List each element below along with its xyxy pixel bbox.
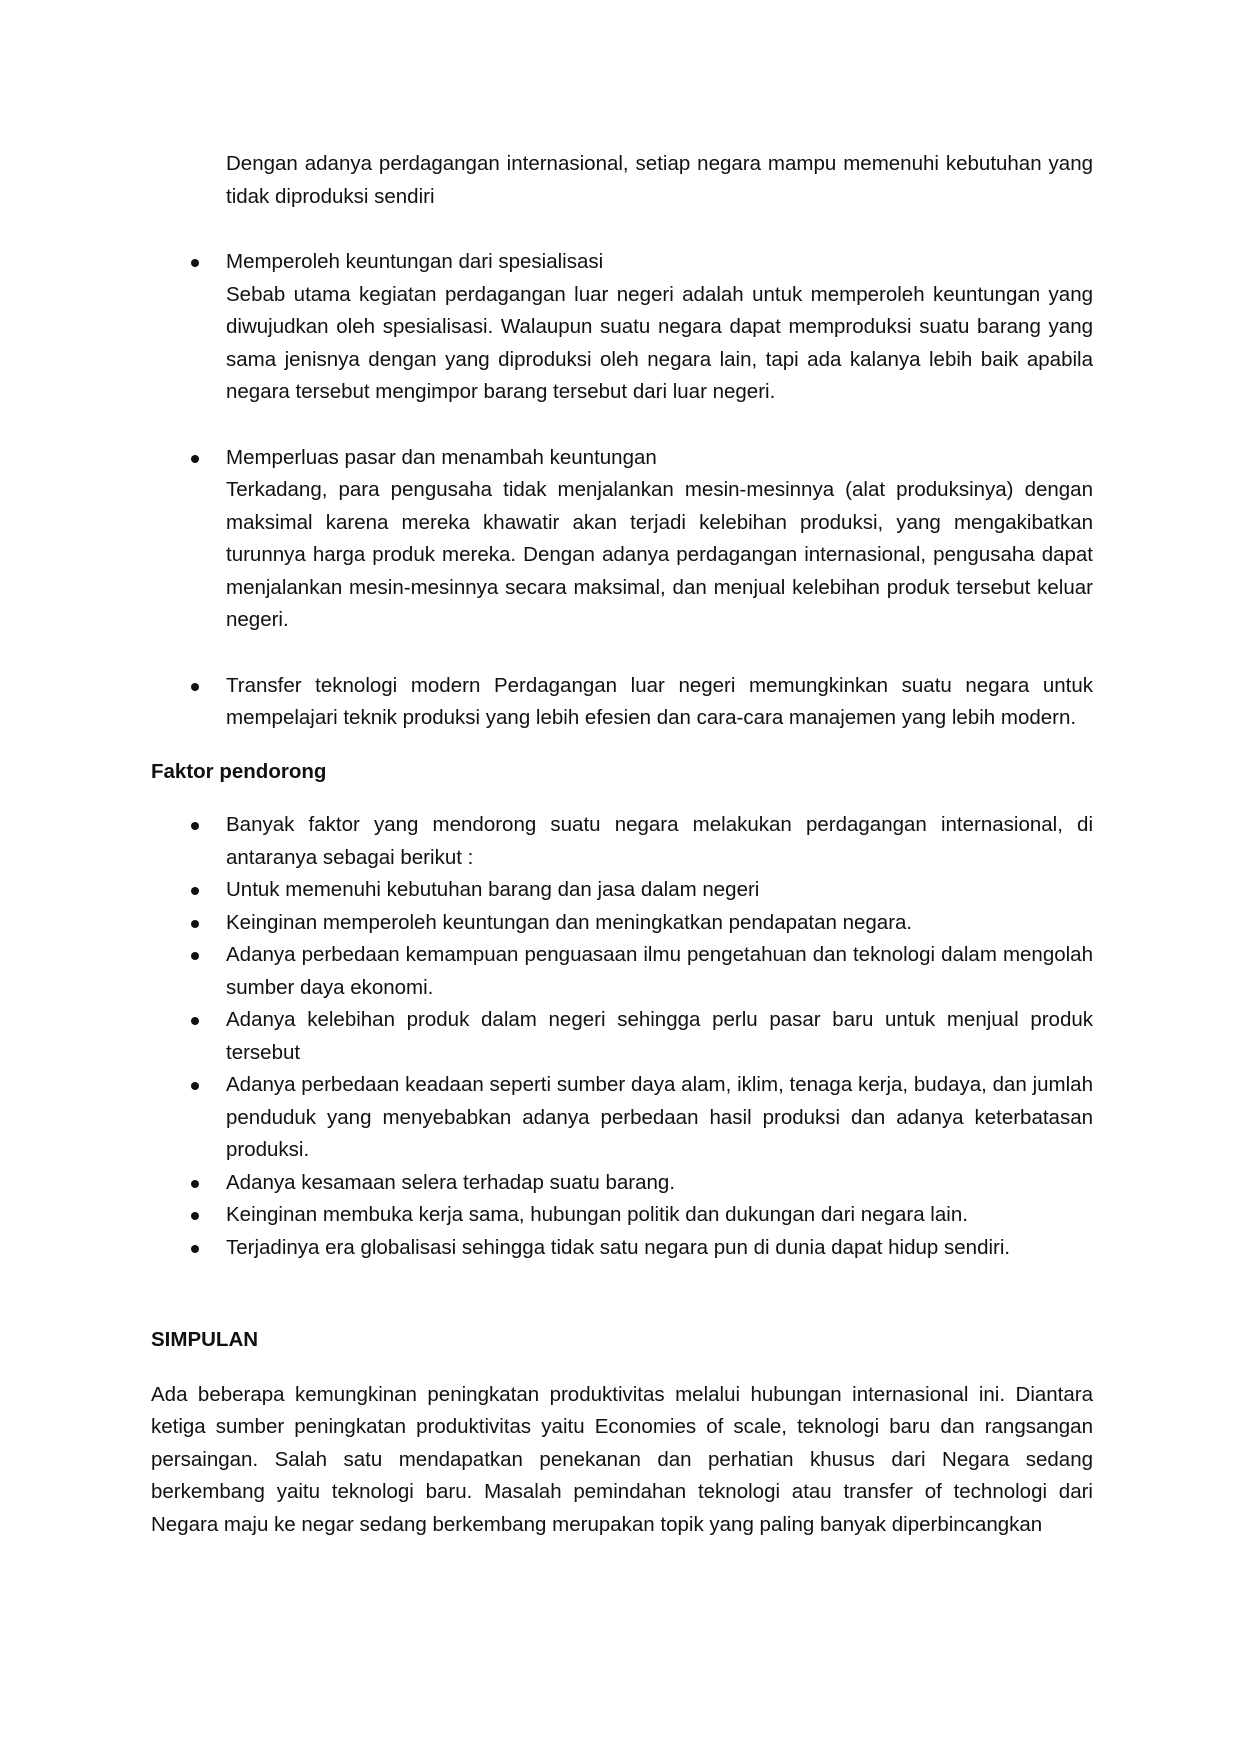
list-item-text: Untuk memenuhi kebutuhan barang dan jasa dalam negeri: [226, 878, 760, 901]
list-item-text: Adanya kesamaan selera terhadap suatu barang.: [226, 1170, 676, 1194]
benefit-body: Transfer teknologi modern Perdagangan luar negeri memungkinkan suatu negara untuk mempelajari teknik produksi yang lebih efesien dan cara-cara manajemen yang lebih modern.: [226, 673, 1093, 729]
benefit-body: Sebab utama kegiatan perdagangan luar negeri adalah untuk memperoleh keuntungan yang diwujudkan oleh spesialisasi. Walaupun suatu negara dapat memproduksi suatu barang yang sama jenisnya dengan yang diproduksi oleh negara lain, tapi ada kalanya lebih baik apabila negara tersebut mengimpor barang tersebut dari luar negeri.: [226, 282, 1093, 403]
benefit-item-specialization: [151, 246, 1093, 409]
bullet-icon: [191, 259, 199, 267]
list-item: [151, 874, 1093, 907]
list-item: [151, 1199, 1093, 1232]
simpulan-paragraph: Ada beberapa kemungkinan peningkatan produktivitas melalui hubungan internasional ini. Diantara ketiga sumber peningkatan produktivitas yaitu Economies of scale, teknologi baru dan rangsangan persaingan. Salah satu mendapatkan penekanan dan perhatian khusus dari Negara sedang berkembang yaitu teknologi baru. Masalah pemindahan teknologi atau transfer of technologi dari Negara maju ke negar sedang berkembang merupakan topik yang paling banyak diperbincangkan: [151, 1382, 1093, 1536]
bullet-icon: [191, 1017, 199, 1025]
faktor-list: [151, 809, 1093, 1264]
benefit-body: Terkadang, para pengusaha tidak menjalankan mesin-mesinnya (alat produksinya) dengan maksimal karena mereka khawatir akan terjadi kelebihan produksi, yang mengakibatkan turunnya harga produk mereka. Dengan adanya perdagangan internasional, pengusaha dapat menjalankan mesin-mesinnya secara maksimal, dan menjual kelebihan produk tersebut keluar negeri.: [226, 478, 1093, 631]
benefit-title: Memperluas pasar dan menambah keuntungan: [226, 445, 657, 469]
bullet-icon: [191, 1245, 199, 1253]
list-item: [151, 1232, 1093, 1265]
list-item-text: Adanya perbedaan keadaan seperti sumber daya alam, iklim, tenaga kerja, budaya, dan jumlah penduduk yang menyebabkan adanya perbedaan hasil produksi dan adanya keterbatasan produksi.: [226, 1073, 1093, 1161]
bullet-icon: [191, 952, 199, 960]
list-item: [151, 1069, 1093, 1167]
bullet-icon: [191, 1180, 199, 1188]
bullet-icon: [191, 822, 199, 830]
simpulan-heading: SIMPULAN: [151, 1328, 259, 1351]
faktor-heading: Faktor pendorong: [151, 759, 327, 783]
list-item: [151, 1004, 1093, 1069]
list-item-text: Adanya kelebihan produk dalam negeri sehingga perlu pasar baru untuk menjual produk tersebut: [226, 1008, 1093, 1064]
list-item: [151, 907, 1093, 940]
bullet-icon: [191, 683, 199, 691]
benefit-title: Memperoleh keuntungan dari spesialisasi: [226, 250, 604, 273]
list-item: [151, 939, 1093, 1004]
list-item-text: Banyak faktor yang mendorong suatu negara melakukan perdagangan internasional, di antaranya sebagai berikut :: [226, 813, 1093, 869]
list-item-text: Keinginan membuka kerja sama, hubungan politik dan dukungan dari negara lain.: [226, 1203, 968, 1226]
intro-paragraph: Dengan adanya perdagangan internasional, setiap negara mampu memenuhi kebutuhan yang tidak diproduksi sendiri: [226, 152, 1093, 208]
bullet-icon: [191, 1082, 199, 1090]
benefit-item-market-expansion: [151, 442, 1093, 637]
list-item: [151, 809, 1093, 874]
list-item-text: Adanya perbedaan kemampuan penguasaan ilmu pengetahuan dan teknologi dalam mengolah sumber daya ekonomi.: [226, 943, 1093, 999]
benefit-item-technology-transfer: [151, 670, 1093, 735]
bullet-icon: [191, 455, 199, 463]
list-item-text: Terjadinya era globalisasi sehingga tidak satu negara pun di dunia dapat hidup sendiri.: [226, 1235, 1011, 1259]
bullet-icon: [191, 1212, 199, 1220]
list-item-text: Keinginan memperoleh keuntungan dan meningkatkan pendapatan negara.: [226, 910, 913, 934]
list-item: [151, 1167, 1093, 1200]
bullet-icon: [191, 920, 199, 928]
document-content: [151, 148, 1093, 1541]
bullet-icon: [191, 887, 199, 895]
